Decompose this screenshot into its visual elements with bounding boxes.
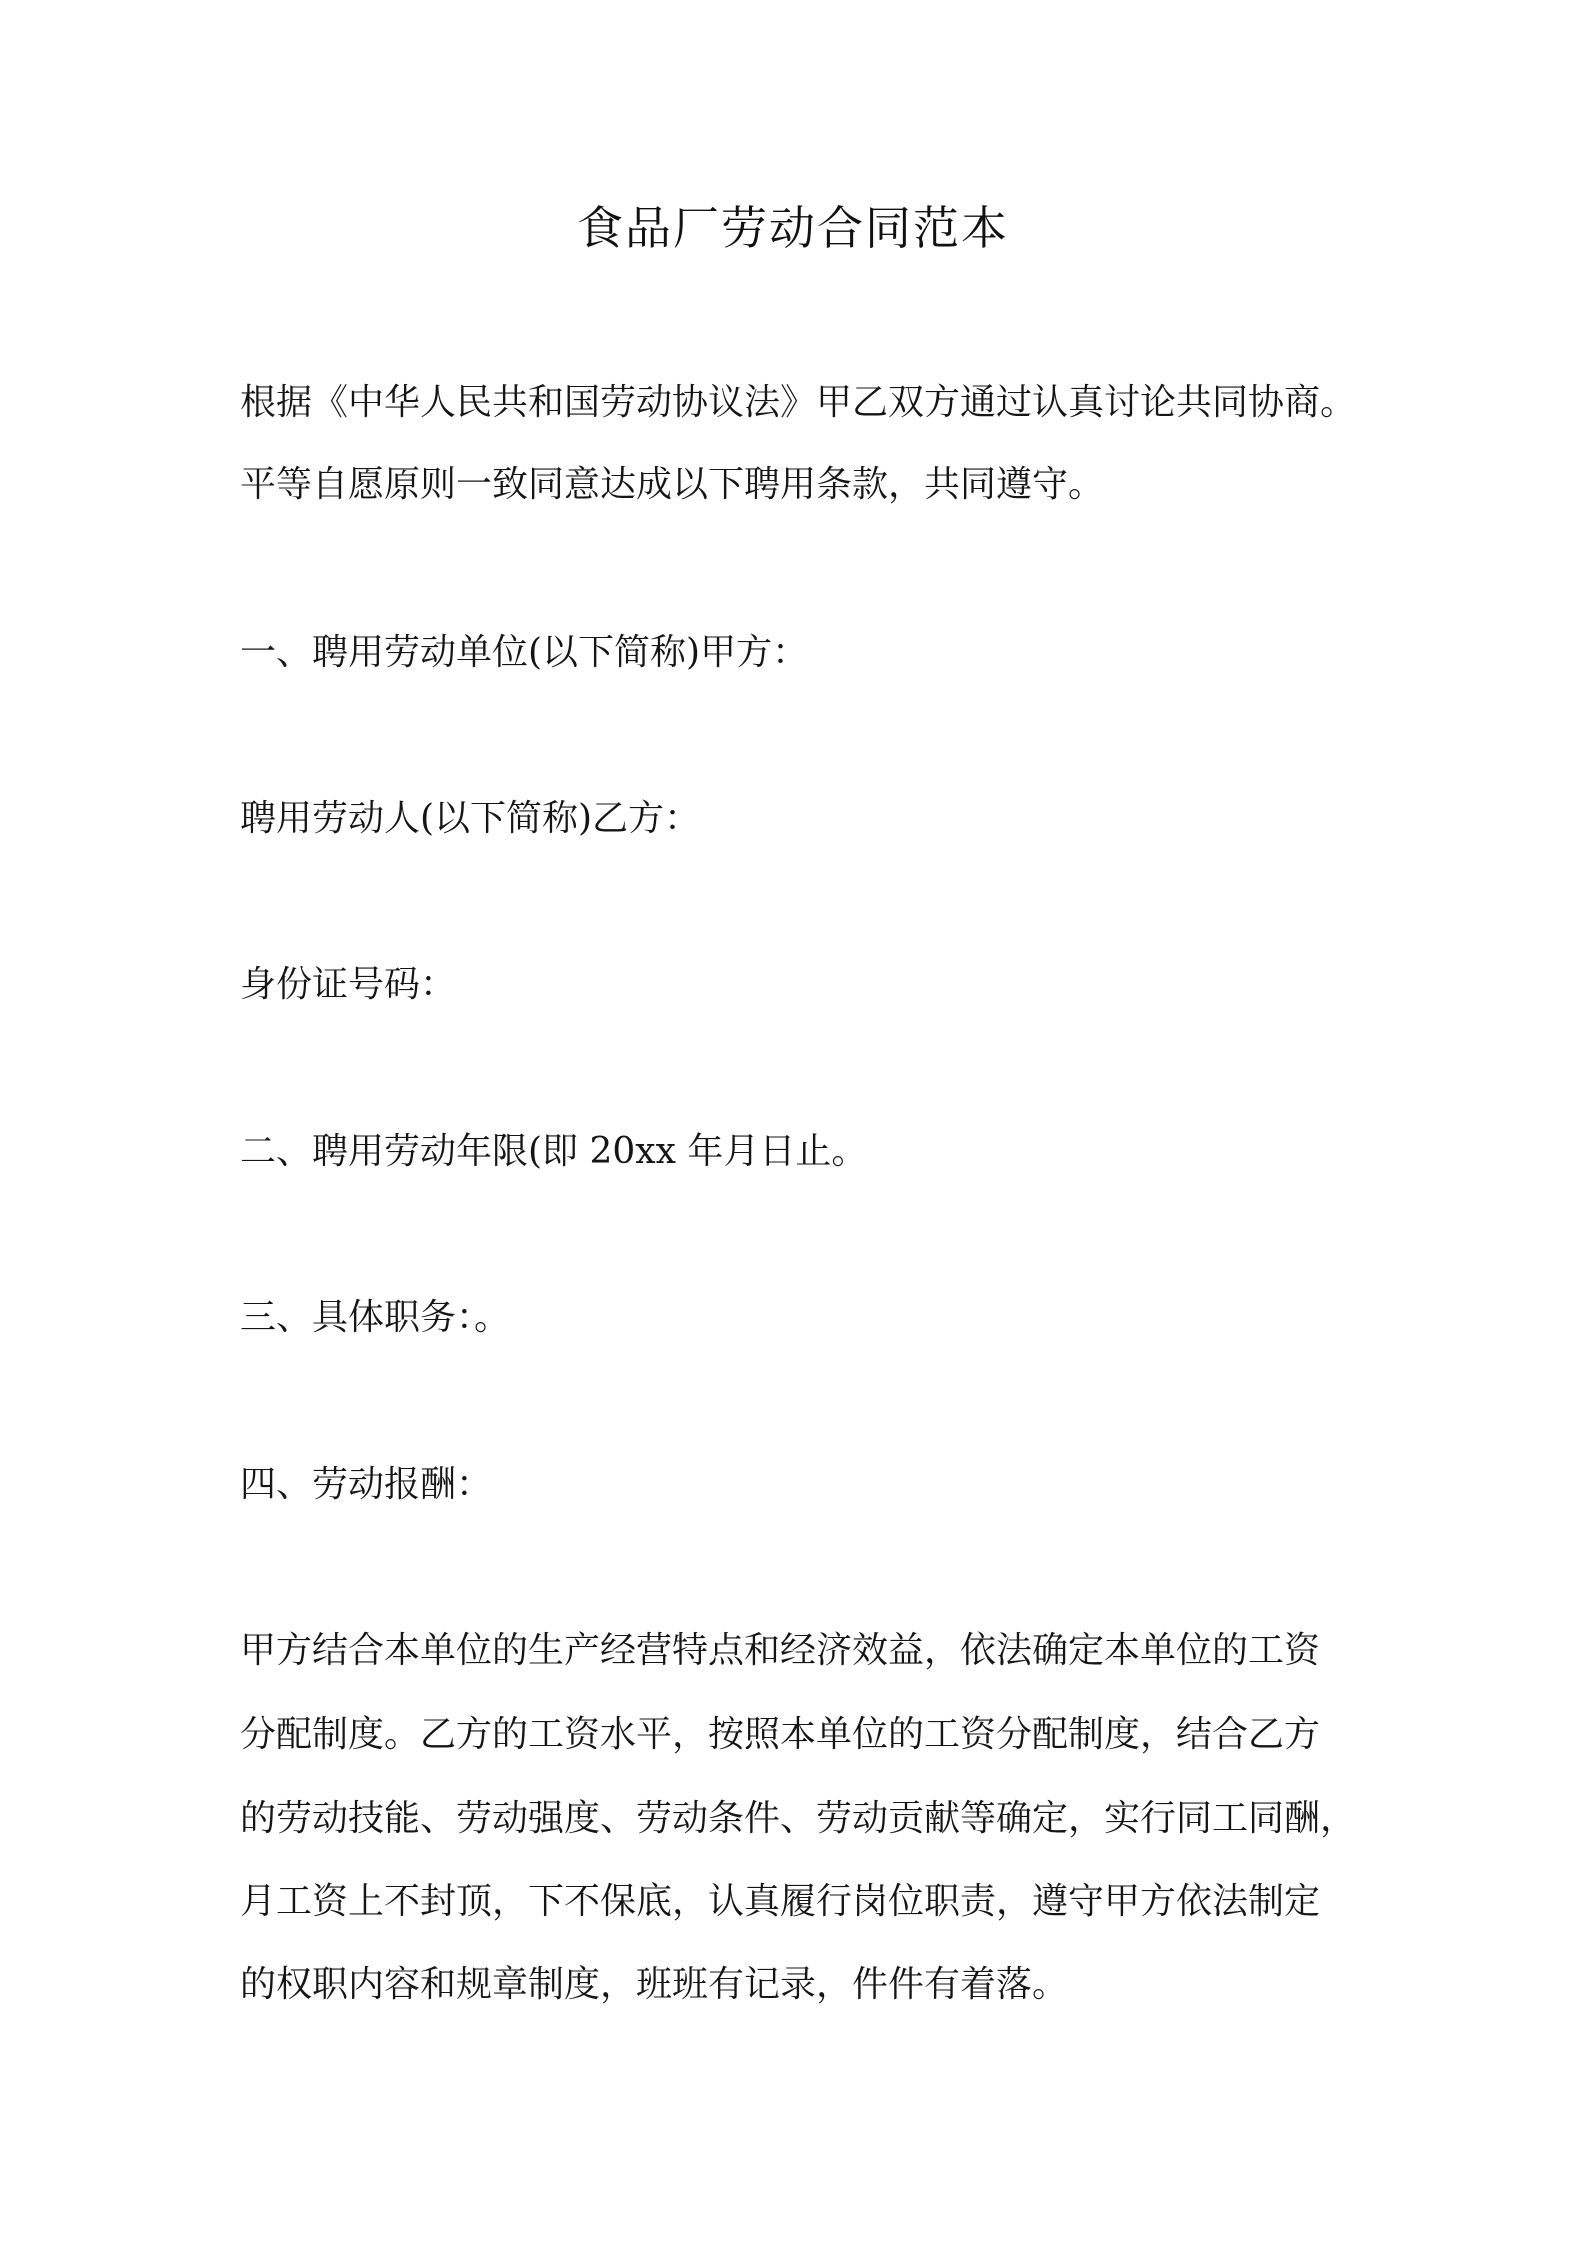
term-line: 二、聘用劳动年限(即 20xx 年月日止。 <box>240 1131 868 1172</box>
intro-line-1: 根据《中华人民共和国劳动协议法》甲乙双方通过认真讨论共同协商。 <box>240 382 1357 423</box>
remuneration-line-5: 的权职内容和规章制度，班班有记录，件件有着落。 <box>240 1964 1069 2005</box>
position-line: 三、具体职务：。 <box>240 1297 511 1338</box>
remuneration-line-3: 的劳动技能、劳动强度、劳动条件、劳动贡献等确定，实行同工同酬， <box>240 1798 1357 1839</box>
intro-line-2: 平等自愿原则一致同意达成以下聘用条款，共同遵守。 <box>240 464 1105 505</box>
remuneration-heading: 四、劳动报酬： <box>240 1464 493 1505</box>
party-a-line: 一、聘用劳动单位(以下简称)甲方： <box>240 632 809 673</box>
remuneration-line-1: 甲方结合本单位的生产经营特点和经济效益，依法确定本单位的工资 <box>240 1630 1321 1671</box>
party-b-line: 聘用劳动人(以下简称)乙方： <box>240 798 701 839</box>
id-number-line: 身份证号码： <box>240 964 457 1005</box>
document-title: 食品厂劳动合同范本 <box>577 201 1009 255</box>
remuneration-line-4: 月工资上不封顶，下不保底，认真履行岗位职责，遵守甲方依法制定 <box>240 1881 1321 1922</box>
remuneration-line-2: 分配制度。乙方的工资水平，按照本单位的工资分配制度，结合乙方 <box>240 1714 1321 1755</box>
